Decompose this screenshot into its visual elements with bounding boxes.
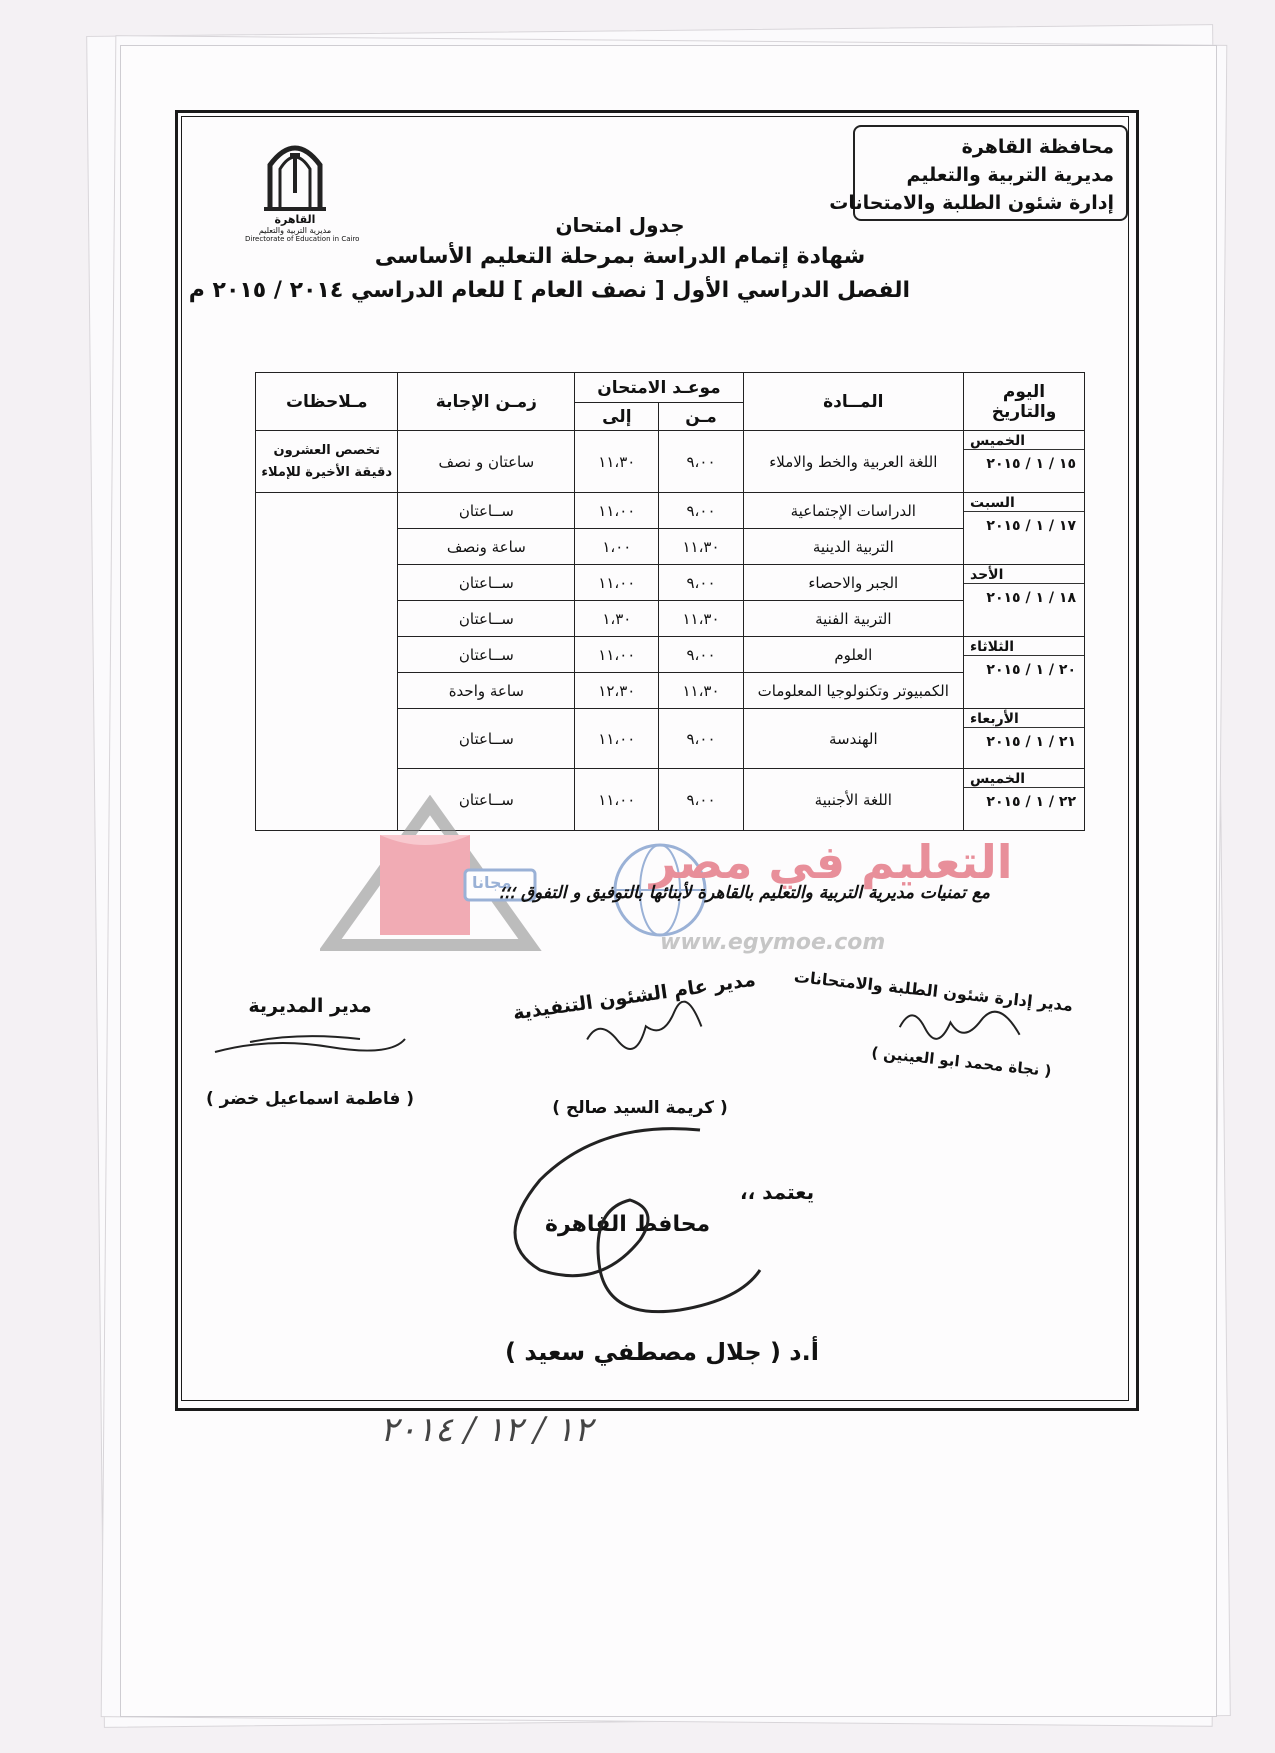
logo-english-name: Directorate of Education in Cairo — [245, 235, 360, 243]
note-cell: تخصص العشرون دقيقة الأخيرة للإملاء — [256, 431, 398, 493]
directorate-header-box — [829, 125, 1128, 221]
day-name: الثلاثاء — [970, 639, 1015, 655]
logo-arabic-name: القاهرة — [274, 213, 316, 226]
title-certificate: شهادة إتمام الدراسة بمرحلة التعليم الأساسى — [374, 244, 866, 269]
signature-left-role: مدير المديرية — [248, 995, 372, 1017]
day-date-cell — [964, 637, 1085, 709]
to-cell: ١١،٠٠ — [575, 565, 659, 601]
subject-cell: العلوم — [743, 637, 963, 673]
day-name: الخميس — [970, 433, 1026, 449]
signature-middle-name-block — [530, 1098, 750, 1118]
day-name: الخميس — [970, 771, 1026, 787]
subject-cell: الكمبيوتر وتكنولوجيا المعلومات — [743, 673, 963, 709]
signature-middle-name: ( كريمة السيد صالح ) — [552, 1098, 728, 1118]
header-duration: زمـن الإجابة — [398, 373, 575, 431]
duration-cell: ساعة ونصف — [398, 529, 575, 565]
to-cell: ١١،٠٠ — [575, 493, 659, 529]
day-name: السبت — [970, 495, 1015, 511]
header-notes: مـلاحظات — [256, 373, 398, 431]
to-cell: ١،٣٠ — [575, 601, 659, 637]
duration-cell: ساعة واحدة — [398, 673, 575, 709]
duration-cell: ســاعتان — [398, 565, 575, 601]
from-cell: ٩،٠٠ — [659, 709, 743, 769]
day-date: ٢٠ / ١ / ٢٠١٥ — [964, 655, 1084, 680]
governor-signature-scribble — [480, 1120, 780, 1340]
duration-cell: ســاعتان — [398, 493, 575, 529]
duration-cell: ســاعتان — [398, 769, 575, 831]
subject-cell: التربية الدينية — [743, 529, 963, 565]
duration-cell: ســاعتان — [398, 637, 575, 673]
watermark-badge: مجانا — [472, 873, 512, 892]
header-directorate: مديرية التربية والتعليم — [906, 164, 1114, 186]
subject-cell: التربية الفنية — [743, 601, 963, 637]
header-department: إدارة شئون الطلبة والامتحانات — [829, 192, 1114, 214]
to-cell: ١،٠٠ — [575, 529, 659, 565]
signature-right-name: ( نجاة محمد ابو العينين ) — [870, 1043, 1053, 1081]
subject-cell: الجبر والاحصاء — [743, 565, 963, 601]
day-date-cell — [964, 565, 1085, 637]
day-name: الأحد — [970, 567, 1004, 583]
day-date-cell — [964, 431, 1085, 493]
subject-cell: اللغة العربية والخط والاملاء — [743, 431, 963, 493]
day-date: ١٧ / ١ / ٢٠١٥ — [964, 511, 1084, 536]
header-to: إلى — [575, 403, 659, 431]
from-cell: ٩،٠٠ — [659, 431, 743, 493]
title-term-year: الفصل الدراسي الأول [ نصف العام ] للعام الدراسي ٢٠١٤ / ٢٠١٥ م — [188, 278, 910, 303]
wishes-line: مع تمنيات مديرية التربية والتعليم بالقاهرة لأبنائها بالتوفيق و التفوق ؛؛؛ — [498, 883, 990, 903]
approval-role: محافظ القاهرة — [545, 1212, 711, 1237]
duration-cell: ســاعتان — [398, 709, 575, 769]
day-name: الأربعاء — [970, 711, 1019, 727]
note-cell-empty — [256, 493, 398, 831]
from-cell: ٩،٠٠ — [659, 493, 743, 529]
day-date: ١٥ / ١ / ٢٠١٥ — [964, 449, 1084, 474]
day-date-cell — [964, 769, 1085, 831]
table-row — [256, 493, 1085, 529]
to-cell: ١١،٠٠ — [575, 709, 659, 769]
signature-left-name: ( فاطمة اسماعيل خضر ) — [205, 1089, 415, 1109]
from-cell: ١١،٣٠ — [659, 601, 743, 637]
subject-cell: الهندسة — [743, 709, 963, 769]
from-cell: ٩،٠٠ — [659, 565, 743, 601]
approval-label: يعتمد ،، — [740, 1180, 815, 1204]
from-cell: ٩،٠٠ — [659, 769, 743, 831]
watermark-text: التعليم في مصر — [650, 835, 1013, 889]
approval-name: أ.د ( جلال مصطفي سعيد ) — [505, 1338, 819, 1366]
title-exam-schedule: جدول امتحان — [555, 213, 685, 237]
from-cell: ٩،٠٠ — [659, 637, 743, 673]
duration-cell: ســاعتان — [398, 601, 575, 637]
to-cell: ١١،٠٠ — [575, 769, 659, 831]
header-subject: المــادة — [743, 373, 963, 431]
header-day-date: اليوم والتاريخ — [964, 373, 1085, 431]
signature-left — [200, 995, 420, 1109]
signature-left-scribble — [210, 1017, 410, 1067]
header-governorate: محافظة القاهرة — [961, 136, 1114, 158]
from-cell: ١١،٣٠ — [659, 673, 743, 709]
subject-cell: الدراسات الإجتماعية — [743, 493, 963, 529]
duration-cell: ساعتان و نصف — [398, 431, 575, 493]
day-date-cell — [964, 709, 1085, 769]
signature-middle-role: مدير عام الشئون التنفيذية — [511, 968, 757, 1025]
subject-cell: اللغة الأجنبية — [743, 769, 963, 831]
table-row — [256, 431, 1085, 493]
header-exam-time: موعـد الامتحان — [575, 373, 743, 403]
day-date: ٢٢ / ١ / ٢٠١٥ — [964, 787, 1084, 812]
to-cell: ١١،٣٠ — [575, 431, 659, 493]
day-date: ٢١ / ١ / ٢٠١٥ — [964, 727, 1084, 752]
from-cell: ١١،٣٠ — [659, 529, 743, 565]
to-cell: ١٢،٣٠ — [575, 673, 659, 709]
exam-schedule-table — [255, 372, 1085, 831]
logo-arabic-sub: مديرية التربية والتعليم — [258, 226, 332, 235]
logo-arch-icon — [260, 135, 330, 213]
to-cell: ١١،٠٠ — [575, 637, 659, 673]
watermark-url: www.egymoe.com — [660, 930, 886, 955]
signature-right-role: مدير إدارة شئون الطلبة والامتحانات — [793, 966, 1074, 1016]
day-date: ١٨ / ١ / ٢٠١٥ — [964, 583, 1084, 608]
header-from: مـن — [659, 403, 743, 431]
handwritten-date: ١٢ / ١٢ / ٢٠١٤ — [380, 1410, 593, 1450]
day-date-cell — [964, 493, 1085, 565]
